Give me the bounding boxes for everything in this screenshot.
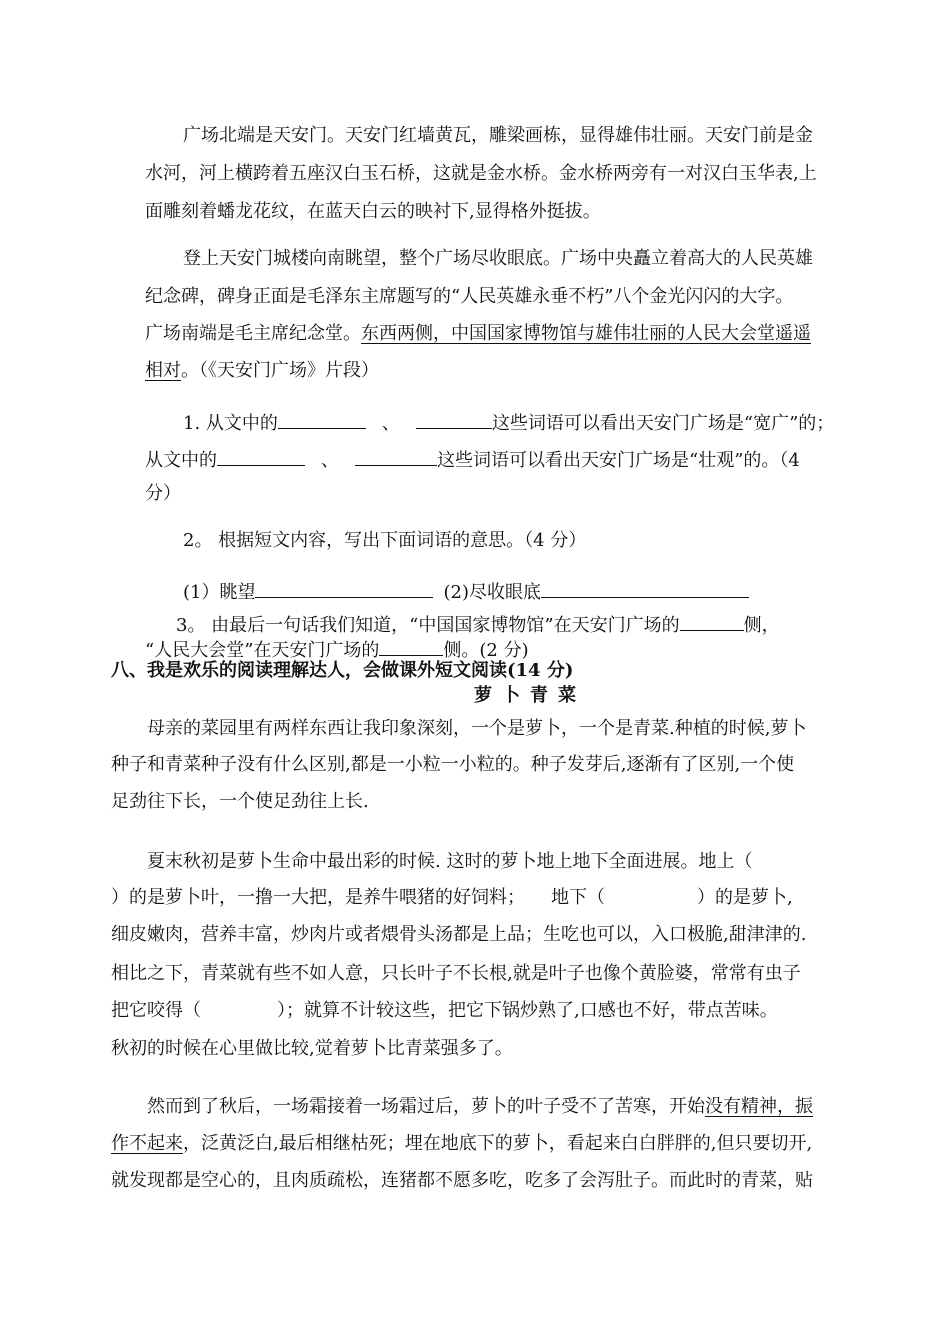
- article-p3-line-1: [147, 1098, 813, 1116]
- article-p1-line-2: 种子和青菜种子没有什么区别,都是一小粒一小粒的。种子发芽后,逐渐有了区别,一个使: [111, 754, 795, 775]
- q1-blank-1[interactable]: [278, 410, 366, 429]
- article-p2-line-5-b: ）；就算不计较这些，把它下锅炒熟了,口感也不好，带点苦味。: [277, 1000, 778, 1021]
- article-p1-line-3: 足劲往下长，一个使足劲往上长.: [111, 791, 369, 812]
- question-1-line-1: [183, 410, 834, 433]
- q1-text-a: 1. 从文中的: [183, 413, 278, 434]
- underlined-phrase: 没有精神，振: [705, 1096, 813, 1117]
- article-p2-line-6: 秋初的时候在心里做比较,觉着萝卜比青菜强多了。: [111, 1038, 513, 1059]
- article-p2-line-2-c: ）的是萝卜,: [697, 887, 793, 908]
- source-note: 。（《天安门广场》片段）: [181, 360, 379, 381]
- p1-line-2: 水河，河上横跨着五座汉白玉石桥，这就是金水桥。金水桥两旁有一对汉白玉华表,上: [145, 163, 817, 184]
- article-p2-line-2-b: 地下（: [551, 887, 605, 908]
- q1-text-f: 这些词语可以看出天安门广场是“壮观”的。（4: [437, 450, 800, 471]
- p2-line-3: [145, 325, 811, 343]
- article-p2-line-3: 细皮嫩肉，营养丰富，炒肉片或者煨骨头汤都是上品；生吃也可以，入口极脆,甜津津的.: [111, 924, 807, 945]
- article-p2-line-4: 相比之下，青菜就有些不如人意，只长叶子不长根,就是叶子也像个黄脸婆，常常有虫子: [111, 963, 801, 984]
- q1-blank-4[interactable]: [355, 447, 437, 466]
- article-p2-line-1: 夏末秋初是萝卜生命中最出彩的时候. 这时的萝卜地上地下全面进展。地上（: [147, 851, 753, 872]
- q1-text-e: 、: [321, 450, 339, 471]
- p2-line-3-plain: 广场南端是毛主席纪念堂。: [145, 323, 361, 344]
- q2-item-2: (2)尽收眼底: [443, 582, 541, 603]
- p1-line-1: 广场北端是天安门。天安门红墙黄瓦，雕梁画栋，显得雄伟壮丽。天安门前是金: [183, 125, 813, 146]
- section-8-heading: 八、我是欢乐的阅读理解达人，会做课外短文阅读(14 分): [111, 660, 574, 681]
- article-p3-line-1-plain: 然而到了秋后，一场霜接着一场霜过后，萝卜的叶子受不了苦寒，开始: [147, 1096, 705, 1117]
- q2-blank-1[interactable]: [255, 579, 433, 598]
- q2-item-1: (1）眺望: [183, 582, 256, 603]
- q3-blank-1[interactable]: [680, 612, 744, 631]
- q3-text-a: 3。 由最后一句话我们知道，“中国国家博物馆”在天安门广场的: [176, 615, 680, 636]
- question-3-line-1: [176, 612, 780, 635]
- article-p2-line-5: [111, 1002, 778, 1020]
- article-p3-line-2-plain: ，泛黄泛白,最后相继枯死；埋在地底下的萝卜，看起来白白胖胖的,但只要切开,: [183, 1133, 813, 1154]
- underlined-sentence: 东西两侧，中国国家博物馆与雄伟壮丽的人民大会堂遥遥: [361, 323, 811, 344]
- article-title: 萝卜青菜: [474, 685, 586, 706]
- question-2: 2。 根据短文内容，写出下面词语的意思。（4 分）: [183, 530, 587, 551]
- question-2-answers: [183, 579, 749, 602]
- p2-line-2: 纪念碑，碑身正面是毛泽东主席题写的“人民英雄永垂不朽”八个金光闪闪的大字。: [145, 286, 794, 307]
- q1-text-b: 、: [381, 413, 400, 434]
- p2-line-1: 登上天安门城楼向南眺望，整个广场尽收眼底。广场中央矗立着高大的人民英雄: [183, 248, 813, 269]
- article-p2-line-2: [111, 889, 793, 907]
- q3-text-c: “人民大会堂”在天安门广场的: [145, 640, 380, 661]
- question-1-line-2: [145, 447, 800, 470]
- underlined-sentence-end: 相对: [145, 360, 181, 381]
- article-p3-line-2: [111, 1135, 812, 1153]
- article-p3-line-3: 就发现都是空心的，且肉质疏松，连猪都不愿多吃，吃多了会泻肚子。而此时的青菜，贴: [111, 1170, 813, 1191]
- article-p2-line-2-a: ）的是萝卜叶，一撸一大把，是养牛喂猪的好饲料；: [111, 887, 525, 908]
- q1-blank-3[interactable]: [217, 447, 305, 466]
- article-p1-line-1: 母亲的菜园里有两样东西让我印象深刻，一个是萝卜，一个是青菜.种植的时候,萝卜: [147, 718, 807, 739]
- q3-text-d: 侧。(2 分): [443, 640, 529, 661]
- p2-line-4: [145, 362, 379, 380]
- question-3-line-2: [145, 637, 529, 660]
- q1-text-c: 这些词语可以看出天安门广场是“宽广”的；: [491, 413, 835, 434]
- q1-text-d: 从文中的: [145, 450, 217, 471]
- p1-line-3: 面雕刻着蟠龙花纹，在蓝天白云的映衬下,显得格外挺拔。: [145, 201, 601, 222]
- q2-blank-2[interactable]: [541, 579, 749, 598]
- underlined-phrase-end: 作不起来: [111, 1133, 183, 1154]
- article-p2-line-5-a: 把它咬得（: [111, 1000, 201, 1021]
- q3-blank-2[interactable]: [379, 637, 443, 656]
- question-1-line-3: 分）: [145, 483, 181, 504]
- q3-text-b: 侧，: [743, 615, 780, 636]
- q1-blank-2[interactable]: [416, 410, 492, 429]
